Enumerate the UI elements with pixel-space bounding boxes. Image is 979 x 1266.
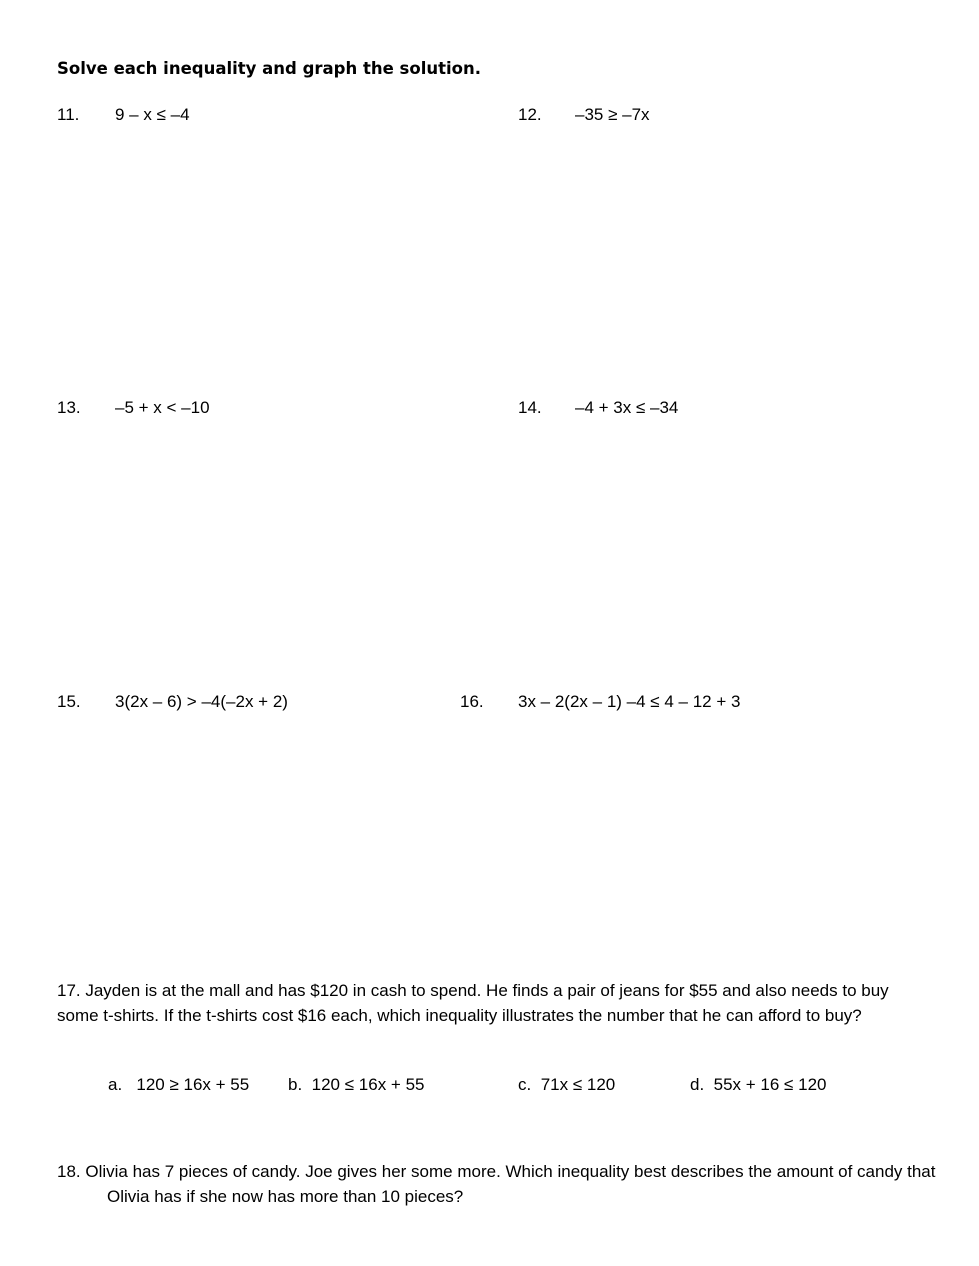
problem-11-number: 11. <box>57 105 80 124</box>
q17-option-c <box>518 1075 615 1095</box>
problem-16-number: 16. <box>460 692 484 711</box>
question-18-text: 18. Olivia has 7 pieces of candy. Joe gives her some more. Which inequality best describes the amount of candy that Olivia has if she now has more than 10 pieces? <box>57 1162 936 1206</box>
problem-12-expression: –35 ≥ –7x <box>575 105 650 124</box>
problem-12-number: 12. <box>518 105 542 124</box>
instructions-heading: Solve each inequality and graph the solution. <box>57 59 481 78</box>
problem-14-expression: –4 + 3x ≤ –34 <box>575 398 679 417</box>
q17-option-a-label: a. <box>108 1075 123 1094</box>
problem-13-number: 13. <box>57 398 81 417</box>
problem-13-expression: –5 + x < –10 <box>115 398 210 417</box>
problem-15-expression: 3(2x – 6) > –4(–2x + 2) <box>115 692 288 711</box>
q17-option-a-text: 120 ≥ 16x + 55 <box>136 1075 250 1094</box>
q17-option-b-text: 120 ≤ 16x + 55 <box>311 1075 425 1094</box>
q17-option-d <box>690 1075 826 1095</box>
problem-16-expression: 3x – 2(2x – 1) –4 ≤ 4 – 12 + 3 <box>518 692 741 711</box>
q17-option-a <box>108 1075 249 1095</box>
q17-option-c-text: 71x ≤ 120 <box>540 1075 616 1094</box>
problem-15-number: 15. <box>57 692 81 711</box>
q17-option-c-label: c. <box>518 1075 532 1094</box>
question-17-text: 17. Jayden is at the mall and has $120 in cash to spend. He finds a pair of jeans for $55 and also needs to buy some t-shirts. If the t-shirts cost $16 each, which inequality illustrates the number that he can afford to buy? <box>57 981 889 1025</box>
q17-option-d-text: 55x + 16 ≤ 120 <box>713 1075 827 1094</box>
q17-option-b-label: b. <box>288 1075 303 1094</box>
q17-option-d-label: d. <box>690 1075 705 1094</box>
problem-11-expression: 9 – x ≤ –4 <box>115 105 190 124</box>
problem-14-number: 14. <box>518 398 542 417</box>
q17-option-b <box>288 1075 424 1095</box>
